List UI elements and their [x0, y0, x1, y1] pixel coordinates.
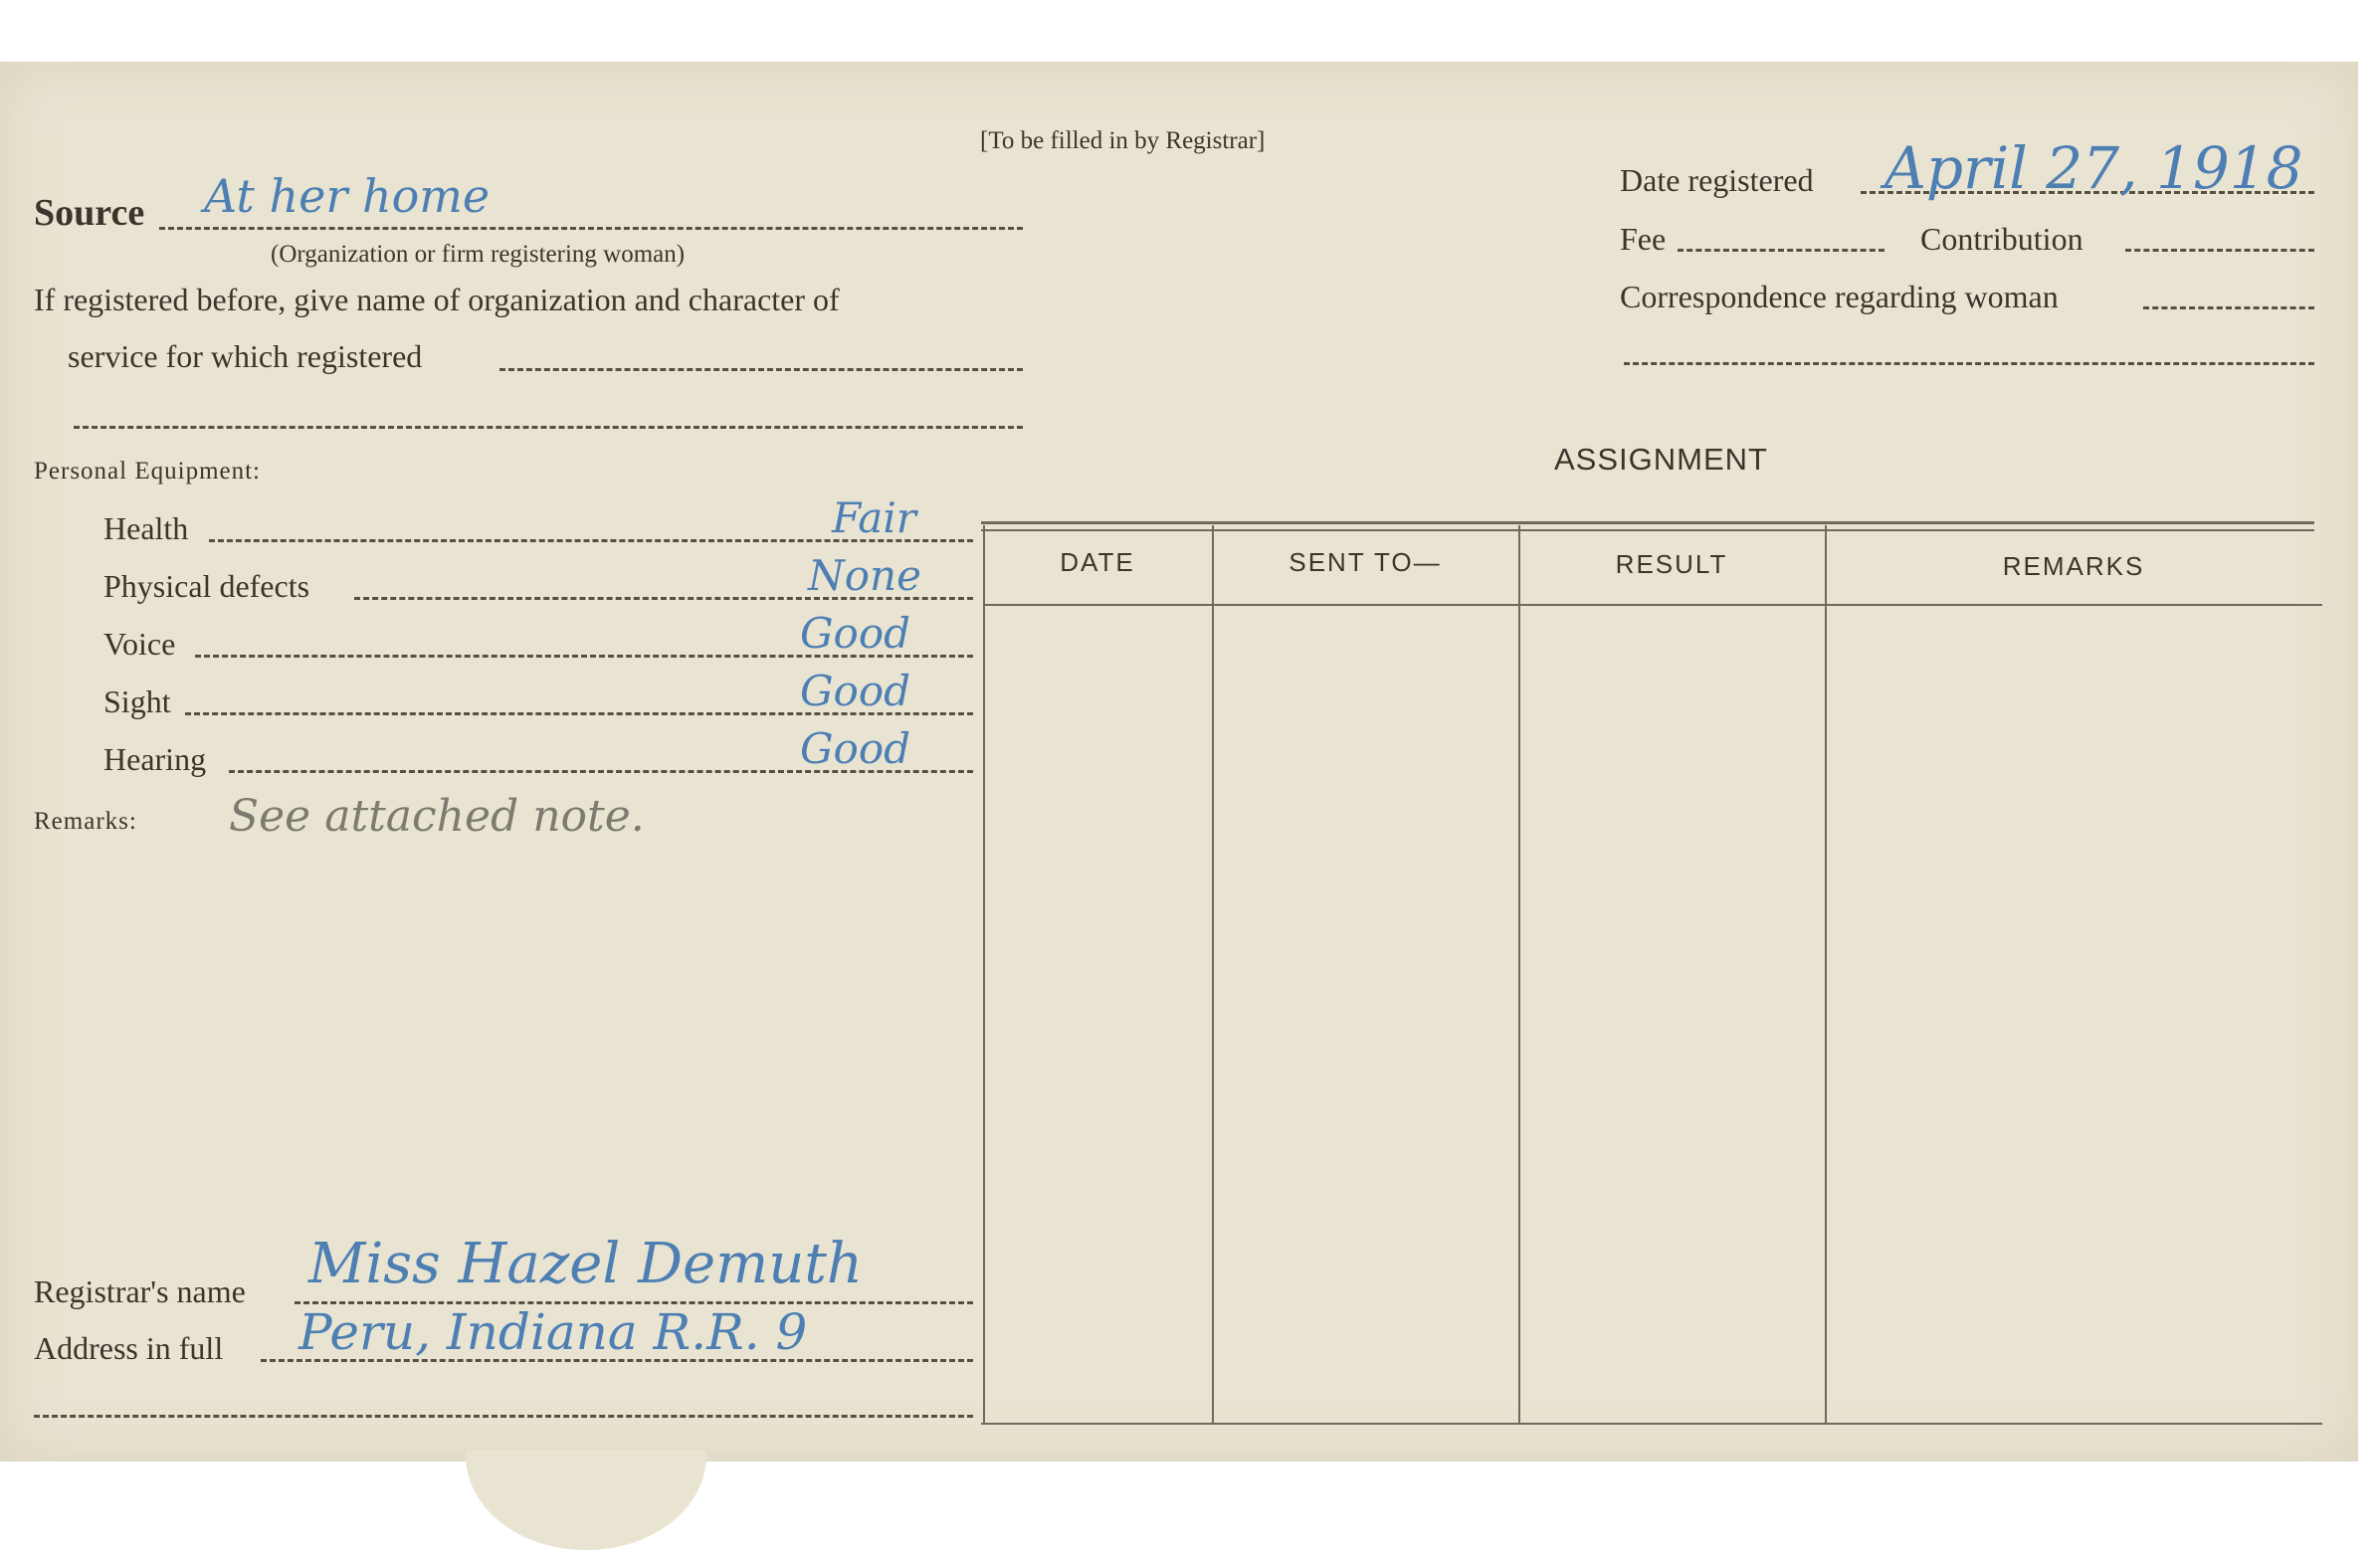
- column-date: DATE: [1060, 547, 1135, 577]
- remarks-value[interactable]: See attached note.: [229, 791, 645, 842]
- header-note: [To be filled in by Registrar]: [980, 127, 1266, 154]
- card-tab: [466, 1451, 706, 1550]
- table-header-rule: [985, 604, 2322, 606]
- registered-before-text: If registered before, give name of organization and character of: [34, 282, 840, 317]
- date-registered-value[interactable]: April 27, 1918: [1884, 134, 2303, 202]
- source-label: Source: [34, 192, 145, 234]
- contribution-label: Contribution: [1920, 221, 2083, 257]
- table-top-rule-2: [981, 529, 2314, 531]
- address-value[interactable]: Peru, Indiana R.R. 9: [298, 1303, 808, 1361]
- hearing-value[interactable]: Good: [800, 724, 911, 773]
- correspondence-label: Correspondence regarding woman: [1620, 279, 2059, 314]
- correspondence-line: [2143, 306, 2314, 309]
- personal-equipment-label: Personal Equipment:: [34, 458, 261, 485]
- registered-before-text-2: service for which registered: [68, 338, 423, 374]
- voice-label: Voice: [103, 626, 176, 662]
- column-remarks: REMARKS: [2002, 551, 2145, 581]
- date-registered-label: Date registered: [1620, 162, 1814, 198]
- physical-defects-value[interactable]: None: [808, 551, 921, 600]
- physical-defects-label: Physical defects: [103, 568, 310, 604]
- health-value[interactable]: Fair: [832, 493, 916, 542]
- table-col-line-3: [1825, 525, 1827, 1423]
- assignment-title: ASSIGNMENT: [1554, 442, 1768, 477]
- column-sent-to: SENT TO—: [1289, 547, 1442, 577]
- table-col-line-2: [1518, 525, 1520, 1423]
- registrar-label: Registrar's name: [34, 1273, 246, 1309]
- contribution-line: [2125, 249, 2314, 252]
- address-label: Address in full: [34, 1330, 224, 1366]
- address-line-2: [34, 1415, 973, 1418]
- table-col-line-0: [983, 525, 985, 1423]
- source-caption: (Organization or firm registering woman): [271, 241, 686, 268]
- remarks-label: Remarks:: [34, 808, 137, 835]
- registered-before-line-2: [74, 426, 1023, 429]
- fee-line: [1678, 249, 1884, 252]
- table-top-rule: [981, 521, 2314, 524]
- health-label: Health: [103, 510, 189, 546]
- registrar-value[interactable]: Miss Hazel Demuth: [308, 1232, 863, 1296]
- source-line: [159, 227, 1023, 230]
- registered-before-line: [499, 368, 1023, 371]
- hearing-label: Hearing: [103, 741, 207, 777]
- sight-value[interactable]: Good: [800, 667, 911, 715]
- column-result: RESULT: [1615, 549, 1728, 579]
- voice-value[interactable]: Good: [800, 609, 911, 658]
- table-col-line-1: [1212, 525, 1214, 1423]
- fee-label: Fee: [1620, 221, 1667, 257]
- source-value[interactable]: At her home: [204, 169, 491, 223]
- sight-label: Sight: [103, 683, 171, 719]
- correspondence-line-2: [1624, 362, 2314, 365]
- table-bottom-rule: [981, 1423, 2322, 1425]
